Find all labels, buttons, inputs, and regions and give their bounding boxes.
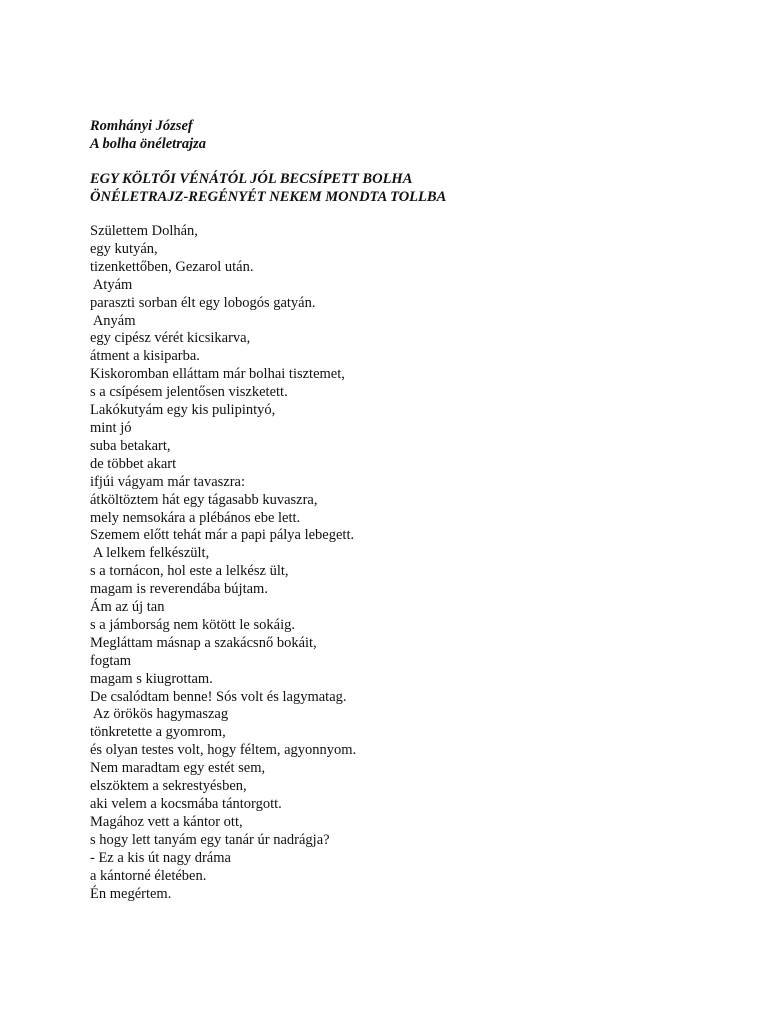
subtitle-line-2: ÖNÉLETRAJZ-REGÉNYÉT NEKEM MONDTA TOLLBA (90, 189, 447, 205)
poem-line: Szemem előtt tehát már a papi pálya lebegett. (90, 527, 355, 544)
poem-line: Atyám (90, 276, 133, 293)
subtitle-line-1: EGY KÖLTŐI VÉNÁTÓL JÓL BECSÍPETT BOLHA (90, 171, 413, 187)
poem-line: tizenkettőben, Gezarol után. (90, 258, 254, 275)
poem-line: Kiskoromban elláttam már bolhai tisztemet, (90, 366, 345, 383)
poem-line: magam s kiugrottam. (90, 670, 213, 687)
document-page (90, 117, 730, 903)
poem-line: ifjúi vágyam már tavaszra: (90, 473, 246, 490)
poem-line: Születtem Dolhán, (90, 223, 198, 239)
poem-title: A bolha önéletrajza (90, 136, 207, 152)
poem-line: átköltöztem hát egy tágasabb kuvaszra, (90, 491, 318, 508)
poem-line: tönkretette a gyomrom, (90, 724, 226, 741)
poem-line: elszöktem a sekrestyésben, (90, 778, 247, 795)
poem-line: Megláttam másnap a szakácsnő bokáit, (90, 634, 317, 651)
poem-line: mely nemsokára a plébános ebe lett. (90, 509, 301, 526)
poem-line: s a jámborság nem kötött le sokáig. (90, 616, 295, 633)
poem-line: paraszti sorban élt egy lobogós gatyán. (90, 294, 316, 311)
poem-subtitle (90, 170, 730, 206)
poem-line: fogtam (90, 652, 132, 669)
poem-line: mint jó (90, 419, 132, 436)
poem-line: s hogy lett tanyám egy tanár úr nadrágja? (90, 831, 330, 848)
poem-line: Magához vett a kántor ott, (90, 813, 243, 830)
poem-line: A lelkem felkészült, (90, 545, 210, 562)
poem-line: s a csípésem jelentősen viszketett. (90, 384, 288, 401)
poem-line: Én megértem. (90, 885, 172, 902)
poem-line: és olyan testes volt, hogy féltem, agyonnyom. (90, 742, 357, 759)
poem-line: Ám az új tan (90, 599, 165, 616)
poem-line: Anyám (90, 312, 136, 329)
poem-line: Lakókutyám egy kis pulipintyó, (90, 402, 276, 419)
poem-line: aki velem a kocsmába tántorgott. (90, 796, 282, 812)
poem-line: egy cipész vérét kicsikarva, (90, 330, 251, 347)
poem-line: egy kutyán, (90, 240, 158, 257)
author-name: Romhányi József (90, 118, 193, 134)
poem-line: átment a kisiparba. (90, 348, 200, 365)
poem-line: suba betakart, (90, 437, 171, 454)
poem-line: de többet akart (90, 455, 177, 472)
poem-line: a kántorné életében. (90, 867, 207, 884)
poem-line: De csalódtam benne! Sós volt és lagymatag. (90, 688, 347, 705)
poem-line: s a tornácon, hol este a lelkész ült, (90, 563, 289, 580)
poem-line: - Ez a kis út nagy dráma (90, 849, 231, 866)
poem-line: magam is reverendába bújtam. (90, 581, 268, 598)
poem-body (90, 223, 730, 903)
poem-line: Az örökös hagymaszag (90, 706, 229, 723)
poem-line: Nem maradtam egy estét sem, (90, 760, 266, 777)
